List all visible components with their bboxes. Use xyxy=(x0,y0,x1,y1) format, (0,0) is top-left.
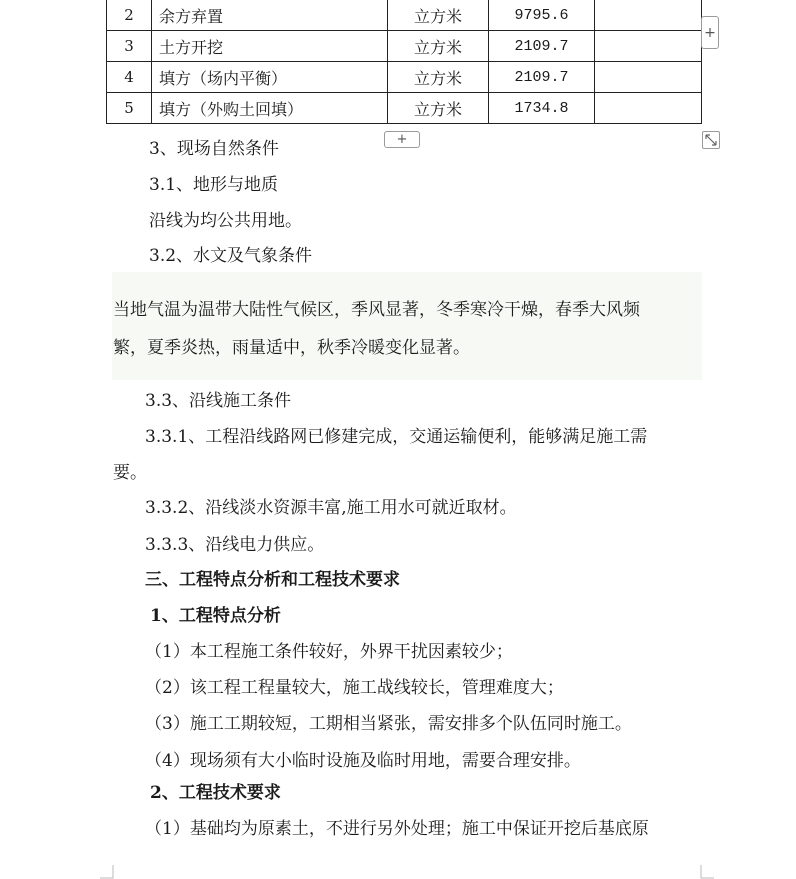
resize-arrows-icon xyxy=(705,134,717,146)
table-row xyxy=(107,93,702,124)
note-cell[interactable] xyxy=(595,0,702,31)
paragraph-climate-line: 当地气温为温带大陆性气候区，季风显著，冬季寒冷干燥，春季大风频 xyxy=(113,300,640,320)
subsection-title-requirements: 2、工程技术要求 xyxy=(150,783,281,803)
list-item: （1）本工程施工条件较好，外界干扰因素较少； xyxy=(145,642,513,662)
unit-cell[interactable]: 立方米 xyxy=(388,31,489,62)
table-row xyxy=(107,0,702,31)
unit-cell[interactable]: 立方米 xyxy=(388,93,489,124)
add-row-button[interactable]: + xyxy=(384,131,420,148)
row-number[interactable]: 5 xyxy=(107,93,152,124)
list-item: （3）施工工期较短，工期相当紧张，需安排多个队伍同时施工。 xyxy=(145,714,632,734)
item-name[interactable]: 余方弃置 xyxy=(152,0,388,31)
paragraph-road-network-line: 3.3.1、工程沿线路网已修建完成，交通运输便利，能够满足施工需 xyxy=(145,427,648,447)
heading-construction-conditions: 3.3、沿线施工条件 xyxy=(145,391,292,411)
quantity-cell[interactable]: 1734.8 xyxy=(489,93,595,124)
paragraph-climate-line: 繁，夏季炎热，雨量适中，秋季冷暖变化显著。 xyxy=(113,338,470,358)
row-number[interactable]: 2 xyxy=(107,0,152,31)
paragraph-power-supply: 3.3.3、沿线电力供应。 xyxy=(145,535,325,555)
table-resize-handle[interactable] xyxy=(702,131,720,149)
unit-cell[interactable]: 立方米 xyxy=(388,0,489,31)
paragraph-water-supply: 3.3.2、沿线淡水资源丰富,施工用水可就近取材。 xyxy=(145,498,517,518)
table-row xyxy=(107,31,702,62)
row-number[interactable]: 3 xyxy=(107,31,152,62)
item-name[interactable]: 填方（外购土回填） xyxy=(152,93,388,124)
item-name[interactable]: 填方（场内平衡） xyxy=(152,62,388,93)
list-item: （4）现场须有大小临时设施及临时用地，需要合理安排。 xyxy=(145,751,581,771)
table-row xyxy=(107,62,702,93)
quantity-cell[interactable]: 2109.7 xyxy=(489,62,595,93)
list-item: （2）该工程工程量较大，施工战线较长，管理难度大； xyxy=(145,678,564,698)
item-name[interactable]: 土方开挖 xyxy=(152,31,388,62)
note-cell[interactable] xyxy=(595,62,702,93)
quantity-cell[interactable]: 9795.6 xyxy=(489,0,595,31)
heading-hydrology-weather: 3.2、水文及气象条件 xyxy=(149,246,313,266)
note-cell[interactable] xyxy=(595,93,702,124)
add-column-button[interactable]: + xyxy=(701,16,719,49)
note-cell[interactable] xyxy=(595,31,702,62)
section-title-analysis: 三、工程特点分析和工程技术要求 xyxy=(145,570,400,590)
subsection-title-features: 1、工程特点分析 xyxy=(150,606,281,626)
unit-cell[interactable]: 立方米 xyxy=(388,62,489,93)
row-number[interactable]: 4 xyxy=(107,62,152,93)
heading-natural-conditions: 3、现场自然条件 xyxy=(149,139,279,159)
shaded-paragraph-background xyxy=(112,272,702,380)
paragraph-terrain: 沿线为均公共用地。 xyxy=(149,211,302,231)
quantity-cell[interactable]: 2109.7 xyxy=(489,31,595,62)
margin-corner-mark-icon xyxy=(700,865,714,879)
paragraph-road-network-line: 要。 xyxy=(113,463,147,483)
quantity-table xyxy=(106,0,702,124)
heading-terrain-geology: 3.1、地形与地质 xyxy=(149,175,279,195)
margin-corner-mark-icon xyxy=(100,865,114,879)
list-item: （1）基础均为原素土，不进行另外处理；施工中保证开挖后基底原 xyxy=(145,819,649,839)
